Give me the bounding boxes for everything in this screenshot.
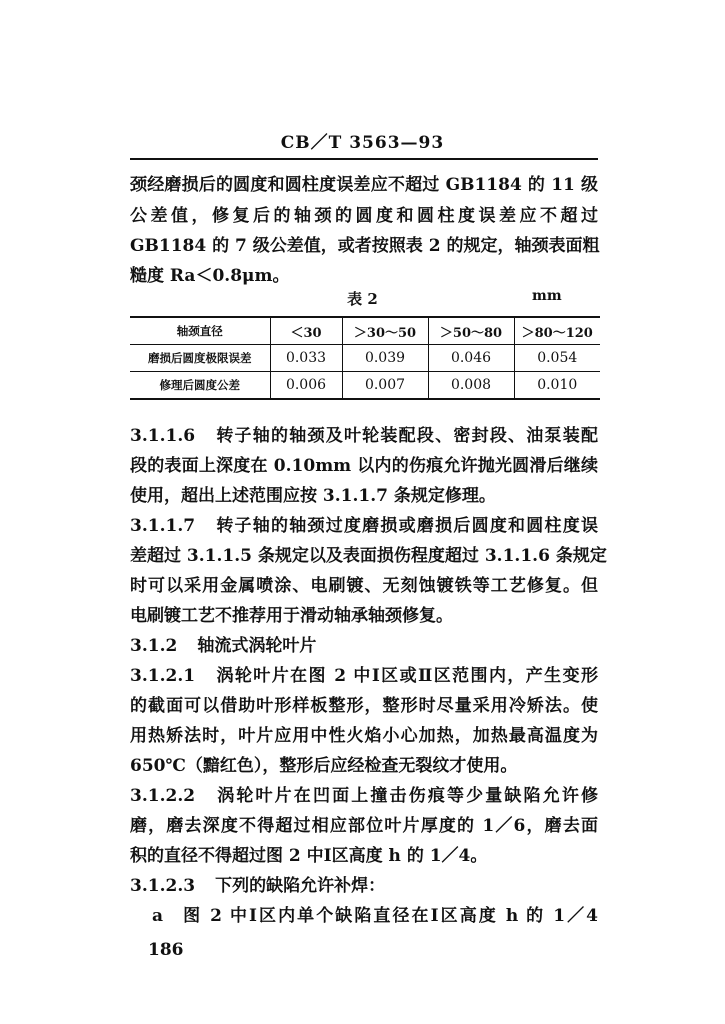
table-cell: 0.008 [428,372,514,400]
item-label: a [152,906,164,926]
paragraph-line: 的截面可以借助叶形样板整形，整形时尽量采用冷矫法。使 [130,696,598,716]
table-unit: mm [532,288,562,304]
table-cell: 0.006 [270,372,342,400]
section-3-1-2-3-line [130,874,598,898]
section-3-1-2-1-line [130,664,598,688]
page-header: CB／T 3563—93 [280,133,445,153]
page-number: 186 [148,940,184,960]
table-row [130,345,600,372]
paragraph-line: 时可以采用金属喷涂、电刷镀、无刻蚀镀铁等工艺修复。但 [130,576,598,596]
table-cell: 0.046 [428,345,514,372]
table-row [130,372,600,400]
section-text: 转子轴的轴颈过度磨损或磨损后圆度和圆柱度误 [215,516,598,536]
paragraph-line: 段的表面上深度在 0.10mm 以内的伤痕允许抛光圆滑后继续 [130,456,598,476]
paragraph-line: 积的直径不得超过图 2 中Ⅰ区高度 h 的 1／4。 [130,846,488,866]
paragraph-line: 使用，超出上述范围应按 3.1.1.7 条规定修理。 [130,486,496,506]
section-number: 3.1.2.1 [130,666,196,686]
table-cell: 0.039 [342,345,428,372]
section-number: 3.1.1.7 [130,516,196,536]
section-text: 涡轮叶片在图 2 中Ⅰ区或Ⅱ区范围内，产生变形 [215,666,598,686]
paragraph-line: 差超过 3.1.1.5 条规定以及表面损伤程度超过 3.1.1.6 条规定 [130,546,607,566]
table-cell: 0.054 [514,345,600,372]
paragraph-line: 公差值，修复后的轴颈的圆度和圆柱度误差应不超过 [130,206,598,226]
section-text: 下列的缺陷允许补焊： [215,876,386,896]
table-header-cell: ＞80～120 [514,317,600,345]
section-3-1-2-2-line [130,784,598,808]
paragraph-line: 颈经磨损后的圆度和圆柱度误差应不超过 GB1184 的 11 级 [130,175,598,195]
item-a-line [152,904,598,928]
paragraph-line: GB1184 的 7 级公差值，或者按照表 2 的规定，轴颈表面粗 [130,236,600,256]
table-cell: 修理后圆度公差 [130,372,270,400]
table-cell: 0.033 [270,345,342,372]
table-header-cell: ＞50～80 [428,317,514,345]
section-3-1-1-7-line [130,514,598,538]
table-caption: 表 2 [347,290,378,308]
section-title: 轴流式涡轮叶片 [197,636,317,656]
paragraph-line: 用热矫法时，叶片应用中性火焰小心加热，加热最高温度为 [130,726,598,746]
table-cell: 磨损后圆度极限误差 [130,345,270,372]
table-header-row [130,317,600,345]
section-text: 涡轮叶片在凹面上撞击伤痕等少量缺陷允许修 [215,786,598,806]
table-header-cell: ＞30～50 [342,317,428,345]
section-number: 3.1.2.2 [130,786,196,806]
paragraph-line: 650℃（黯红色），整形后应经检查无裂纹才使用。 [130,756,518,776]
paragraph-line: 磨，磨去深度不得超过相应部位叶片厚度的 1／6，磨去面 [130,816,598,836]
section-3-1-2-heading [130,634,598,658]
paragraph-line: 糙度 Ra＜0.8μm。 [130,266,290,286]
header-rule [130,158,598,160]
section-number: 3.1.2 [130,636,178,656]
section-text: 转子轴的轴颈及叶轮装配段、密封段、油泵装配 [215,426,598,446]
table-cell: 0.007 [342,372,428,400]
table-cell: 0.010 [514,372,600,400]
section-number: 3.1.1.6 [130,426,196,446]
table-header-cell: ＜30 [270,317,342,345]
tolerance-table [130,316,600,400]
table-header-cell: 轴颈直径 [130,317,270,345]
item-text: 图 2 中Ⅰ区内单个缺陷直径在Ⅰ区高度 h 的 1／4 [181,906,598,926]
section-3-1-1-6-line [130,424,598,448]
section-number: 3.1.2.3 [130,876,196,896]
paragraph-line: 电刷镀工艺不推荐用于滑动轴承轴颈修复。 [130,606,453,626]
